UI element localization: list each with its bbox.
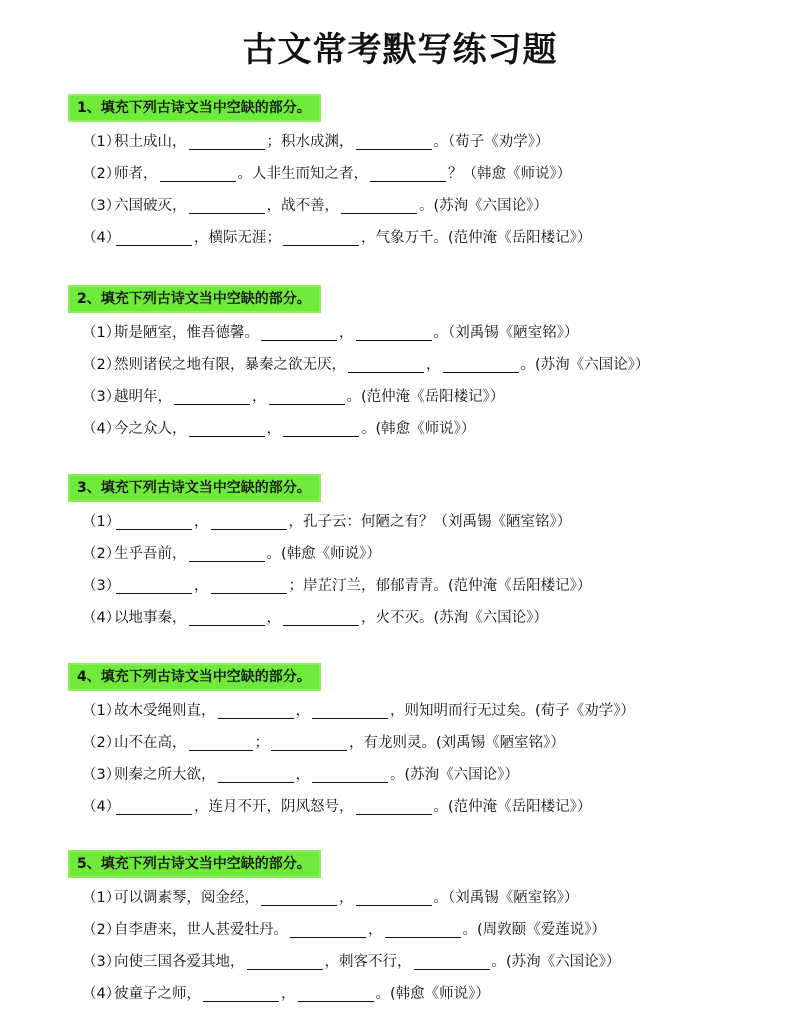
question-number: （2） — [82, 166, 121, 182]
question-text: 斯是陋室，惟吾德馨。 — [114, 325, 259, 341]
question-text: 。(苏洵《六国论》） — [520, 357, 650, 373]
answer-blank[interactable] — [348, 358, 424, 373]
answer-blank[interactable] — [341, 199, 417, 214]
question-row — [70, 381, 770, 413]
section-header: 1、填充下列古诗文当中空缺的部分。 — [70, 96, 319, 120]
question-text: ，气象万千。(范仲淹《岳阳楼记》） — [361, 230, 592, 246]
question-text: 自李唐来，世人甚爱牡丹。 — [114, 922, 288, 938]
question-row — [70, 602, 770, 634]
question-text: 。人非生而知之者， — [237, 166, 368, 182]
section-3 — [70, 476, 770, 634]
question-text: ， — [368, 922, 383, 938]
answer-blank[interactable] — [271, 736, 347, 751]
answer-blank[interactable] — [283, 611, 359, 626]
question-text: 六国破灭， — [114, 198, 187, 214]
question-row — [70, 759, 770, 791]
section-5 — [70, 852, 770, 1010]
question-text: 彼童子之师， — [114, 986, 201, 1002]
question-number: （4） — [82, 421, 121, 437]
question-row — [70, 126, 770, 158]
answer-blank[interactable] — [414, 955, 490, 970]
section-header: 4、填充下列古诗文当中空缺的部分。 — [70, 665, 319, 689]
question-text: 生乎吾前， — [114, 546, 187, 562]
question-text: 故木受绳则直， — [114, 703, 216, 719]
question-row — [70, 158, 770, 190]
question-number: （3） — [82, 767, 121, 783]
answer-blank[interactable] — [261, 326, 337, 341]
question-text: 。(韩愈《师说》） — [361, 421, 476, 437]
answer-blank[interactable] — [203, 987, 279, 1002]
question-number: （2） — [82, 357, 121, 373]
section-header: 2、填充下列古诗文当中空缺的部分。 — [70, 287, 319, 311]
question-row — [70, 727, 770, 759]
question-text: ；积水成渊， — [266, 134, 354, 150]
question-text: 。(韩愈《师说》） — [375, 986, 490, 1002]
answer-blank[interactable] — [269, 390, 345, 405]
question-number: （1） — [82, 890, 121, 906]
answer-blank[interactable] — [189, 547, 265, 562]
question-number: （1） — [82, 514, 121, 530]
answer-blank[interactable] — [370, 167, 446, 182]
section-1 — [70, 96, 770, 254]
question-text: ，战不善， — [266, 198, 339, 214]
question-text: ， — [194, 514, 209, 530]
question-text: ， — [281, 986, 296, 1002]
question-row — [70, 695, 770, 727]
question-number: （3） — [82, 578, 121, 594]
question-row — [70, 190, 770, 222]
question-text: ， — [295, 767, 310, 783]
question-row — [70, 978, 770, 1010]
answer-blank[interactable] — [443, 358, 519, 373]
question-text: 师者， — [114, 166, 158, 182]
answer-blank[interactable] — [385, 923, 461, 938]
question-text: 。（刘禹锡《陋室铭》） — [433, 325, 579, 341]
answer-blank[interactable] — [211, 515, 287, 530]
answer-blank[interactable] — [356, 800, 432, 815]
answer-blank[interactable] — [247, 955, 323, 970]
question-text: ， — [339, 325, 354, 341]
answer-blank[interactable] — [189, 135, 265, 150]
question-number: （4） — [82, 799, 121, 815]
question-text: 今之众人， — [114, 421, 187, 437]
question-row — [70, 413, 770, 445]
answer-blank[interactable] — [174, 390, 250, 405]
question-text: 。（荀子《劝学》） — [433, 134, 550, 150]
answer-blank[interactable] — [189, 199, 265, 214]
answer-blank[interactable] — [312, 704, 388, 719]
answer-blank[interactable] — [298, 987, 374, 1002]
question-text: 。（刘禹锡《陋室铭》） — [433, 890, 579, 906]
question-number: （3） — [82, 389, 121, 405]
question-number: （2） — [82, 546, 121, 562]
question-row — [70, 538, 770, 570]
answer-blank[interactable] — [189, 611, 265, 626]
question-text: ，刺客不行， — [324, 954, 412, 970]
question-text: ，火不灭。(苏洵《六国论》） — [361, 610, 548, 626]
answer-blank[interactable] — [218, 768, 294, 783]
question-text: 。(苏洵《六国论》） — [390, 767, 519, 783]
question-text: 。(苏洵《六国论》） — [491, 954, 621, 970]
question-text: ；岸芷汀兰，郁郁青青。(范仲淹《岳阳楼记》） — [288, 578, 592, 594]
answer-blank[interactable] — [189, 736, 253, 751]
question-text: ， — [295, 703, 310, 719]
section-header: 5、填充下列古诗文当中空缺的部分。 — [70, 852, 319, 876]
question-row — [70, 946, 770, 978]
question-number: （4） — [82, 986, 121, 1002]
answer-blank[interactable] — [160, 167, 236, 182]
answer-blank[interactable] — [116, 579, 192, 594]
question-row — [70, 349, 770, 381]
question-number: （3） — [82, 954, 121, 970]
question-text: ， — [194, 578, 209, 594]
answer-blank[interactable] — [290, 923, 366, 938]
answer-blank[interactable] — [189, 422, 265, 437]
answer-blank[interactable] — [356, 326, 432, 341]
question-text: ，有龙则灵。(刘禹锡《陋室铭》） — [349, 735, 565, 751]
question-text: ， — [339, 890, 354, 906]
question-row — [70, 222, 770, 254]
answer-blank[interactable] — [283, 422, 359, 437]
question-text: ； — [254, 735, 269, 751]
question-text: 。(周敦颐《爱莲说》） — [462, 922, 606, 938]
question-text: 可以调素琴，阅金经， — [114, 890, 259, 906]
page-title: 古文常考默写练习题 — [242, 30, 558, 70]
question-text: ， — [426, 357, 441, 373]
answer-blank[interactable] — [261, 891, 337, 906]
question-number: （2） — [82, 735, 121, 751]
answer-blank[interactable] — [356, 135, 432, 150]
question-number: （1） — [82, 703, 121, 719]
question-number: （3） — [82, 198, 121, 214]
section-2 — [70, 287, 770, 445]
question-number: （2） — [82, 922, 121, 938]
answer-blank[interactable] — [312, 768, 388, 783]
question-row — [70, 317, 770, 349]
question-text: 山不在高， — [114, 735, 187, 751]
question-text: ， — [252, 389, 267, 405]
question-text: 。(范仲淹《岳阳楼记》） — [433, 799, 592, 815]
question-text: ，连月不开，阴风怒号， — [194, 799, 354, 815]
question-text: 则秦之所大欲， — [114, 767, 216, 783]
question-text: ， — [266, 421, 281, 437]
question-number: （4） — [82, 230, 121, 246]
question-text: 然则诸侯之地有限，暴秦之欲无厌， — [114, 357, 346, 373]
question-row — [70, 506, 770, 538]
section-4 — [70, 665, 770, 823]
question-text: 。(韩愈《师说》） — [266, 546, 381, 562]
question-number: （1） — [82, 134, 121, 150]
question-text: 。(范仲淹《岳阳楼记》） — [346, 389, 505, 405]
question-text: 越明年， — [114, 389, 172, 405]
question-text: ，孔子云：何陋之有？（刘禹锡《陋室铭》） — [288, 514, 572, 530]
answer-blank[interactable] — [116, 515, 192, 530]
answer-blank[interactable] — [356, 891, 432, 906]
answer-blank[interactable] — [218, 704, 294, 719]
question-text: 以地事秦， — [114, 610, 187, 626]
question-number: （1） — [82, 325, 121, 341]
question-text: 积土成山， — [114, 134, 187, 150]
question-number: （4） — [82, 610, 121, 626]
answer-blank[interactable] — [116, 231, 192, 246]
section-header: 3、填充下列古诗文当中空缺的部分。 — [70, 476, 319, 500]
answer-blank[interactable] — [283, 231, 359, 246]
question-text: 向使三国各爱其地， — [114, 954, 245, 970]
answer-blank[interactable] — [211, 579, 287, 594]
question-text: ，则知明而行无过矣。(荀子《劝学》） — [390, 703, 635, 719]
question-text: 。(苏洵《六国论》） — [419, 198, 548, 214]
question-row — [70, 914, 770, 946]
answer-blank[interactable] — [116, 800, 192, 815]
question-text: ，横际无涯； — [194, 230, 281, 246]
question-row — [70, 882, 770, 914]
question-row — [70, 570, 770, 602]
question-text: ？（韩愈《师说》） — [448, 166, 572, 182]
question-row — [70, 791, 770, 823]
question-text: ， — [266, 610, 281, 626]
